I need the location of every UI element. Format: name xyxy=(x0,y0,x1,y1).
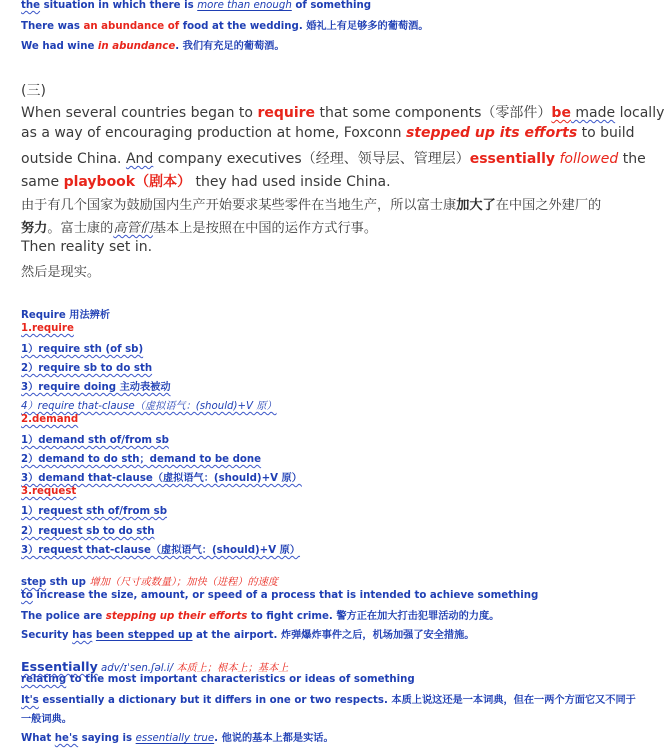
text: increase the size, amount, or speed of a process that is intended to achieve something xyxy=(32,590,539,601)
usage-item: 2）require sb to do sth xyxy=(21,363,153,374)
text: to the most important characteristics or ideas of something xyxy=(66,674,415,685)
headword: Essentially xyxy=(21,659,98,674)
keyword-followed: followed xyxy=(559,151,619,167)
highlight-phrase: essentially true xyxy=(135,733,215,744)
text: has xyxy=(72,630,93,641)
text: And xyxy=(125,151,154,167)
text: The police are xyxy=(21,611,106,622)
bold-text: 加大了 xyxy=(456,198,496,213)
text: sth up xyxy=(46,577,90,588)
text: company executives（经理、领导层、管理层） xyxy=(153,151,470,167)
text: 在中国之外建厂的 xyxy=(495,198,602,213)
translation: 本质上；根本上；基本上 xyxy=(176,663,289,674)
text: food at the wedding. 婚礼上有足够多的葡萄酒。 xyxy=(179,21,429,32)
text: made xyxy=(570,105,616,121)
phonetic: adv/ɪˈsen.ʃəl.i/ xyxy=(97,663,177,674)
highlight-phrase: stepping up their efforts xyxy=(105,611,248,622)
text: they had used inside China. xyxy=(191,174,391,190)
phrase: more than enough xyxy=(197,0,292,11)
text: to xyxy=(21,590,33,601)
usage-item: 4）require that-clause（虚拟语气：(should)+V 原） xyxy=(21,401,277,412)
highlight-phrase: in abundance xyxy=(97,41,176,52)
text: saying is xyxy=(78,733,136,744)
example-line xyxy=(21,626,475,641)
usage-item xyxy=(21,378,171,393)
text: same xyxy=(21,174,64,190)
text: at the airport. 炸弹爆炸事件之后，机场加强了安全措施。 xyxy=(192,630,475,641)
translation-line xyxy=(21,194,601,213)
italic-text: 高管们 xyxy=(113,221,153,236)
passage-line xyxy=(21,171,391,191)
keyword-be: be xyxy=(551,105,571,121)
usage-item: 1）demand sth of/from sb xyxy=(21,435,169,446)
definition-line xyxy=(21,0,371,11)
text: step xyxy=(21,577,47,588)
translation-line: 然后是现实。 xyxy=(21,265,101,280)
section-number: (三) xyxy=(21,83,46,99)
usage-item: 1）request sth of/from sb xyxy=(21,506,168,517)
text: locally xyxy=(615,105,664,121)
usage-title: Require 用法辨析 xyxy=(21,310,111,321)
text: as a way of encouraging production at home, Foxconn xyxy=(21,125,406,141)
text: It's xyxy=(21,695,39,706)
word: the xyxy=(21,0,41,11)
usage-heading: 1.require xyxy=(21,323,74,334)
example-line xyxy=(21,729,334,744)
example-line xyxy=(21,37,285,52)
entry-heading xyxy=(21,573,278,588)
translation: 增加（尺寸或数量）；加快（进程）的速度 xyxy=(89,577,278,588)
bold-text: 努力 xyxy=(21,221,48,236)
text: he's xyxy=(54,733,79,744)
text: the xyxy=(618,151,646,167)
text: 。富士康的 xyxy=(47,221,114,236)
text: to build xyxy=(577,125,635,141)
usage-item: 3）request that-clause（虚拟语气：(should)+V 原） xyxy=(21,545,301,556)
text: of something xyxy=(291,0,372,11)
text: There was xyxy=(21,21,84,32)
text: relating xyxy=(21,674,67,685)
keyword-playbook: playbook（剧本） xyxy=(63,174,192,190)
text: When several countries began to xyxy=(21,105,258,121)
highlight-phrase: an abundance of xyxy=(83,21,180,32)
text: Security xyxy=(21,630,73,641)
translation-line xyxy=(21,217,377,236)
text: We had wine xyxy=(21,41,98,52)
usage-heading: 2.demand xyxy=(21,414,79,425)
example-line xyxy=(21,17,429,32)
highlight-phrase: been stepped up xyxy=(95,630,193,641)
keyword-require: require xyxy=(257,105,316,121)
passage-line xyxy=(21,148,646,168)
definition-line xyxy=(21,674,415,685)
passage-line: Then reality set in. xyxy=(21,239,153,255)
entry-heading xyxy=(21,656,288,675)
example-line xyxy=(21,691,636,706)
keyword-stepped-up: stepped up its efforts xyxy=(405,125,578,141)
text: essentially a dictionary but it differs in one or two respects. 本质上说这还是一本词典，但在一两个方面它又不同于 xyxy=(38,695,636,706)
text: that some components（零部件） xyxy=(315,105,552,121)
keyword-essentially: essentially xyxy=(469,151,555,167)
passage-line xyxy=(21,102,664,122)
text: 3）require doing xyxy=(21,382,120,393)
usage-item: 2）request sb to do sth xyxy=(21,526,155,537)
passage-line xyxy=(21,125,635,141)
text: 主动表被动 xyxy=(119,382,171,393)
text: 由于有几个国家为鼓励国内生产开始要求某些零件在当地生产，所以富士康 xyxy=(21,198,457,213)
usage-item: 3）demand that-clause（虚拟语气：(should)+V 原） xyxy=(21,473,302,484)
text: to fight crime. 警方正在加大打击犯罪活动的力度。 xyxy=(247,611,500,622)
example-line: 一般词典。 xyxy=(21,714,72,725)
usage-item: 2）demand to do sth；demand to be done xyxy=(21,454,262,465)
text: . 我们有充足的葡萄酒。 xyxy=(175,41,285,52)
text: . 他说的基本上都是实话。 xyxy=(214,733,334,744)
text: 基本上是按照在中国的运作方式行事。 xyxy=(152,221,378,236)
example-line xyxy=(21,607,499,622)
text: situation in which there is xyxy=(40,0,198,11)
text: outside China. xyxy=(21,151,126,167)
definition-line xyxy=(21,590,538,601)
usage-item: 1）require sth (of sb) xyxy=(21,344,144,355)
usage-heading: 3.request xyxy=(21,486,77,497)
text: What xyxy=(21,733,55,744)
